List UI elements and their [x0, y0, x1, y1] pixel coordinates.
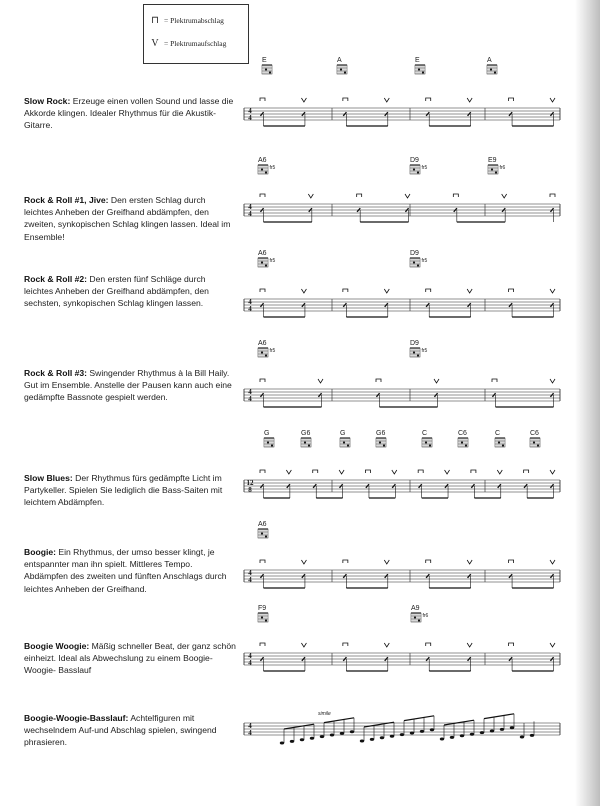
staff-system — [244, 521, 560, 588]
chord-diagram — [458, 430, 468, 447]
downstroke-mark — [365, 470, 370, 473]
bass-note — [420, 730, 424, 733]
section-title: Rock & Roll #3: — [24, 368, 88, 378]
bass-note — [280, 742, 284, 745]
chord-name: A6 — [258, 250, 267, 257]
chord-finger-dot — [308, 444, 310, 446]
chord-name: E — [415, 57, 420, 64]
upstroke-mark — [467, 560, 472, 564]
time-signature-top: 4 — [248, 388, 252, 396]
downstroke-mark — [524, 470, 529, 473]
section-text: Der Rhythmus fürs gedämpfte Licht im Partykeller. Spielen Sie lediglich die Bass-Saiten mit leichtem Abdämpfen. — [24, 473, 223, 508]
bass-note — [520, 736, 524, 739]
upstroke-mark — [550, 289, 555, 293]
upstroke-mark — [550, 560, 555, 564]
section-text: Den ersten fünf Schläge durch leichtes Anheben der Greifhand abdämpfen, den sechsten, synkopischen Schlag klingen lassen. — [24, 274, 209, 309]
upstroke-mark — [308, 194, 313, 198]
upstroke-mark — [550, 643, 555, 647]
chord-finger-dot — [502, 444, 504, 446]
section-title: Rock & Roll #2: — [24, 274, 88, 284]
chord-finger-dot — [491, 168, 493, 170]
page-edge-shadow — [575, 0, 600, 806]
chord-diagram — [258, 250, 276, 267]
bass-figure — [280, 711, 534, 745]
downstroke-mark — [260, 643, 265, 646]
chord-finger-dot — [537, 444, 539, 446]
chord-finger-dot — [495, 171, 497, 173]
bass-note — [350, 730, 354, 733]
chord-diagram — [258, 340, 276, 357]
downstroke-mark — [509, 560, 514, 563]
time-signature-top: 4 — [248, 298, 252, 306]
staff-system — [244, 430, 560, 498]
downstroke-mark — [492, 379, 497, 382]
staff-system — [244, 250, 560, 317]
chord-name: A6 — [258, 340, 267, 347]
section-text: Erzeuge einen vollen Sound und lasse die Akkorde klingen. Idealer Rhythmus für die Akustik-Gitarre. — [24, 96, 234, 131]
downstroke-mark — [260, 194, 265, 197]
staff-system — [244, 157, 560, 222]
chord-name: G6 — [376, 430, 386, 437]
chord-diagram — [258, 605, 268, 622]
chord-fret-label: fr5 — [269, 348, 276, 354]
bass-note — [340, 732, 344, 735]
chord-finger-dot — [340, 68, 342, 70]
chord-diagram — [264, 430, 274, 447]
time-signature-bottom: 4 — [248, 305, 252, 313]
bass-note — [400, 733, 404, 736]
chord-finger-dot — [271, 444, 273, 446]
chord-finger-dot — [417, 354, 419, 356]
downstroke-mark — [418, 470, 423, 473]
downstroke-mark — [260, 98, 265, 101]
chord-fret-label: fr5 — [421, 165, 428, 171]
upstroke-mark — [301, 643, 306, 647]
chord-finger-dot — [413, 261, 415, 263]
chord-finger-dot — [261, 351, 263, 353]
section-title: Slow Blues: — [24, 473, 73, 483]
upstroke-mark — [384, 560, 389, 564]
chord-name: C6 — [530, 430, 539, 437]
time-signature-bottom: 8 — [248, 486, 252, 494]
upstroke-mark — [384, 98, 389, 102]
upstroke-mark — [467, 289, 472, 293]
bass-note — [410, 732, 414, 735]
section-title: Slow Rock: — [24, 96, 71, 106]
chord-finger-dot — [414, 616, 416, 618]
bass-note — [510, 726, 514, 729]
chord-diagram — [415, 57, 425, 74]
chord-name: A — [337, 57, 342, 64]
bass-note — [490, 730, 494, 733]
chord-finger-dot — [347, 444, 349, 446]
chord-diagram — [530, 430, 540, 447]
upstroke-symbol: V — [151, 38, 159, 49]
downstroke-mark — [509, 98, 514, 101]
upstroke-mark — [286, 470, 291, 474]
section-title: Boogie: — [24, 547, 56, 557]
downstroke-symbol: ⊓ — [151, 15, 159, 26]
upstroke-mark — [467, 643, 472, 647]
chord-finger-dot — [418, 68, 420, 70]
bass-note — [360, 740, 364, 743]
section-text: Ein Rhythmus, der umso besser klingt, je entspannter man ihn spielt. Mittleres Tempo. Abdämpfen des zweiten und fünften Anschlags durch leichtes Anheben der Greifhand. — [24, 547, 227, 594]
downstroke-mark — [426, 98, 431, 101]
chord-finger-dot — [265, 68, 267, 70]
note-beam — [404, 716, 434, 721]
upstroke-mark — [405, 194, 410, 198]
chord-diagram — [411, 605, 429, 622]
chord-fret-label: fr5 — [269, 258, 276, 264]
downstroke-mark — [550, 194, 555, 197]
chord-finger-dot — [344, 71, 346, 73]
chord-finger-dot — [461, 441, 463, 443]
chord-diagram — [422, 430, 432, 447]
downstroke-mark — [343, 289, 348, 292]
bass-note — [500, 728, 504, 731]
chord-finger-dot — [379, 441, 381, 443]
bass-note — [440, 738, 444, 741]
downstroke-mark — [343, 560, 348, 563]
note-beam — [284, 724, 314, 729]
chord-diagram — [376, 430, 386, 447]
bass-note — [380, 736, 384, 739]
bass-note — [310, 737, 314, 740]
upstroke-mark — [434, 379, 439, 383]
bass-note — [300, 738, 304, 741]
staff-system — [244, 340, 560, 407]
chord-finger-dot — [429, 444, 431, 446]
chord-name: E9 — [488, 157, 497, 164]
section-title: Boogie-Woogie-Basslauf: — [24, 713, 129, 723]
chord-finger-dot — [533, 441, 535, 443]
chord-diagram — [487, 57, 497, 74]
chord-name: G — [340, 430, 346, 437]
bass-note — [320, 735, 324, 738]
downstroke-mark — [509, 289, 514, 292]
chord-finger-dot — [267, 441, 269, 443]
chord-finger-dot — [261, 168, 263, 170]
downstroke-mark — [260, 560, 265, 563]
chord-finger-dot — [425, 441, 427, 443]
time-signature-top: 4 — [248, 652, 252, 660]
chord-name: C — [495, 430, 501, 437]
downstroke-mark — [426, 289, 431, 292]
chord-fret-label: fr5 — [421, 258, 428, 264]
time-signature-bottom: 4 — [248, 395, 252, 403]
downstroke-mark — [426, 560, 431, 563]
chord-finger-dot — [383, 444, 385, 446]
chord-diagram — [488, 157, 506, 174]
chord-name: C6 — [458, 430, 467, 437]
upstroke-mark — [301, 289, 306, 293]
legend-downstroke-label: = Plektrumabschlag — [164, 16, 224, 25]
chord-finger-dot — [417, 264, 419, 266]
note-beam — [444, 720, 474, 725]
upstroke-mark — [467, 98, 472, 102]
section-text: Swingender Rhythmus à la Bill Haily. Gut im Ensemble. Anstelle der Pausen kann auch eine gedämpfte Bassnote gespielt werden. — [24, 368, 232, 403]
chord-name: C — [422, 430, 428, 437]
upstroke-mark — [384, 643, 389, 647]
downstroke-mark — [376, 379, 381, 382]
chord-diagram — [258, 157, 276, 174]
chord-name: A6 — [258, 521, 267, 528]
section-title: Rock & Roll #1, Jive: — [24, 195, 109, 205]
downstroke-mark — [260, 470, 265, 473]
time-signature-top: 4 — [248, 107, 252, 115]
staff-system — [244, 605, 560, 671]
bass-note — [460, 734, 464, 737]
chord-finger-dot — [490, 68, 492, 70]
upstroke-mark — [445, 470, 450, 474]
chord-name: E — [262, 57, 267, 64]
upstroke-mark — [550, 470, 555, 474]
chord-diagram — [410, 157, 428, 174]
time-signature-bottom: 4 — [248, 659, 252, 667]
chord-finger-dot — [422, 71, 424, 73]
upstroke-mark — [301, 560, 306, 564]
upstroke-mark — [550, 98, 555, 102]
chord-finger-dot — [494, 71, 496, 73]
downstroke-mark — [260, 289, 265, 292]
staff-system — [244, 57, 560, 126]
upstroke-mark — [392, 470, 397, 474]
chord-finger-dot — [269, 71, 271, 73]
chord-name: D9 — [410, 250, 419, 257]
chord-finger-dot — [418, 619, 420, 621]
chord-finger-dot — [413, 351, 415, 353]
chord-finger-dot — [265, 171, 267, 173]
downstroke-mark — [453, 194, 458, 197]
downstroke-mark — [471, 470, 476, 473]
time-signature-bottom: 4 — [248, 210, 252, 218]
chord-finger-dot — [417, 171, 419, 173]
chord-name: D9 — [410, 340, 419, 347]
chord-diagram — [262, 57, 272, 74]
chord-name: D9 — [410, 157, 419, 164]
downstroke-mark — [260, 379, 265, 382]
upstroke-mark — [502, 194, 507, 198]
time-signature-bottom: 4 — [248, 114, 252, 122]
chord-finger-dot — [304, 441, 306, 443]
chord-finger-dot — [261, 261, 263, 263]
chord-finger-dot — [265, 354, 267, 356]
bass-note — [480, 731, 484, 734]
chord-diagram — [410, 250, 428, 267]
bass-note — [470, 733, 474, 736]
simile-marking: simile — [318, 711, 331, 717]
downstroke-mark — [509, 643, 514, 646]
chord-fret-label: fr6 — [422, 613, 429, 619]
downstroke-mark — [313, 470, 318, 473]
chord-fret-label: fr6 — [499, 165, 506, 171]
chord-finger-dot — [498, 441, 500, 443]
section-text: Den ersten Schlag durch leichtes Anheben der Greifhand abdämpfen, den zweiten, synkopischen Schlag klingen lassen. Ideal im Ensemble! — [24, 195, 231, 242]
chord-name: A9 — [411, 605, 420, 612]
downstroke-mark — [426, 643, 431, 646]
chord-finger-dot — [261, 532, 263, 534]
section-text: Achtelfiguren mit wechselndem Auf-und Abschlag spielen, swingend phrasieren. — [24, 713, 217, 748]
upstroke-mark — [497, 470, 502, 474]
note-beam — [324, 718, 354, 723]
chord-finger-dot — [265, 619, 267, 621]
section-text: Mäßig schneller Beat, der ganz schön einheizt. Ideal als Abwechslung zu einem Boogie- Woogie- Basslauf — [24, 641, 236, 676]
downstroke-mark — [343, 98, 348, 101]
bass-note — [370, 738, 374, 741]
bass-note — [290, 740, 294, 743]
time-signature-bottom: 4 — [248, 729, 252, 737]
chord-fret-label: fr5 — [269, 165, 276, 171]
upstroke-mark — [384, 289, 389, 293]
chord-finger-dot — [343, 441, 345, 443]
bass-note — [390, 735, 394, 738]
chord-name: G — [264, 430, 270, 437]
chord-diagram — [337, 57, 347, 74]
chord-name: A6 — [258, 157, 267, 164]
chord-name: F9 — [258, 605, 267, 612]
chord-finger-dot — [465, 444, 467, 446]
upstroke-mark — [550, 379, 555, 383]
chord-diagram — [301, 430, 311, 447]
time-signature-top: 4 — [248, 722, 252, 730]
downstroke-mark — [343, 643, 348, 646]
time-signature-top: 4 — [248, 203, 252, 211]
section-title: Boogie Woogie: — [24, 641, 90, 651]
upstroke-mark — [318, 379, 323, 383]
chord-finger-dot — [265, 535, 267, 537]
time-signature-top: 12 — [246, 479, 254, 487]
upstroke-mark — [339, 470, 344, 474]
chord-diagram — [340, 430, 350, 447]
chord-finger-dot — [261, 616, 263, 618]
bass-note — [530, 734, 534, 737]
chord-finger-dot — [265, 264, 267, 266]
chord-name: G6 — [301, 430, 311, 437]
chord-diagram — [258, 521, 268, 538]
chord-fret-label: fr5 — [421, 348, 428, 354]
time-signature-bottom: 4 — [248, 576, 252, 584]
chord-diagram — [410, 340, 428, 357]
bass-note — [450, 736, 454, 739]
chord-name: A — [487, 57, 492, 64]
downstroke-mark — [357, 194, 362, 197]
time-signature-top: 4 — [248, 569, 252, 577]
chord-diagram — [495, 430, 505, 447]
chord-finger-dot — [413, 168, 415, 170]
note-beam — [484, 714, 514, 719]
legend-upstroke-label: = Plektrumaufschlag — [164, 39, 227, 48]
bass-note — [430, 728, 434, 731]
bass-note — [330, 734, 334, 737]
upstroke-mark — [301, 98, 306, 102]
